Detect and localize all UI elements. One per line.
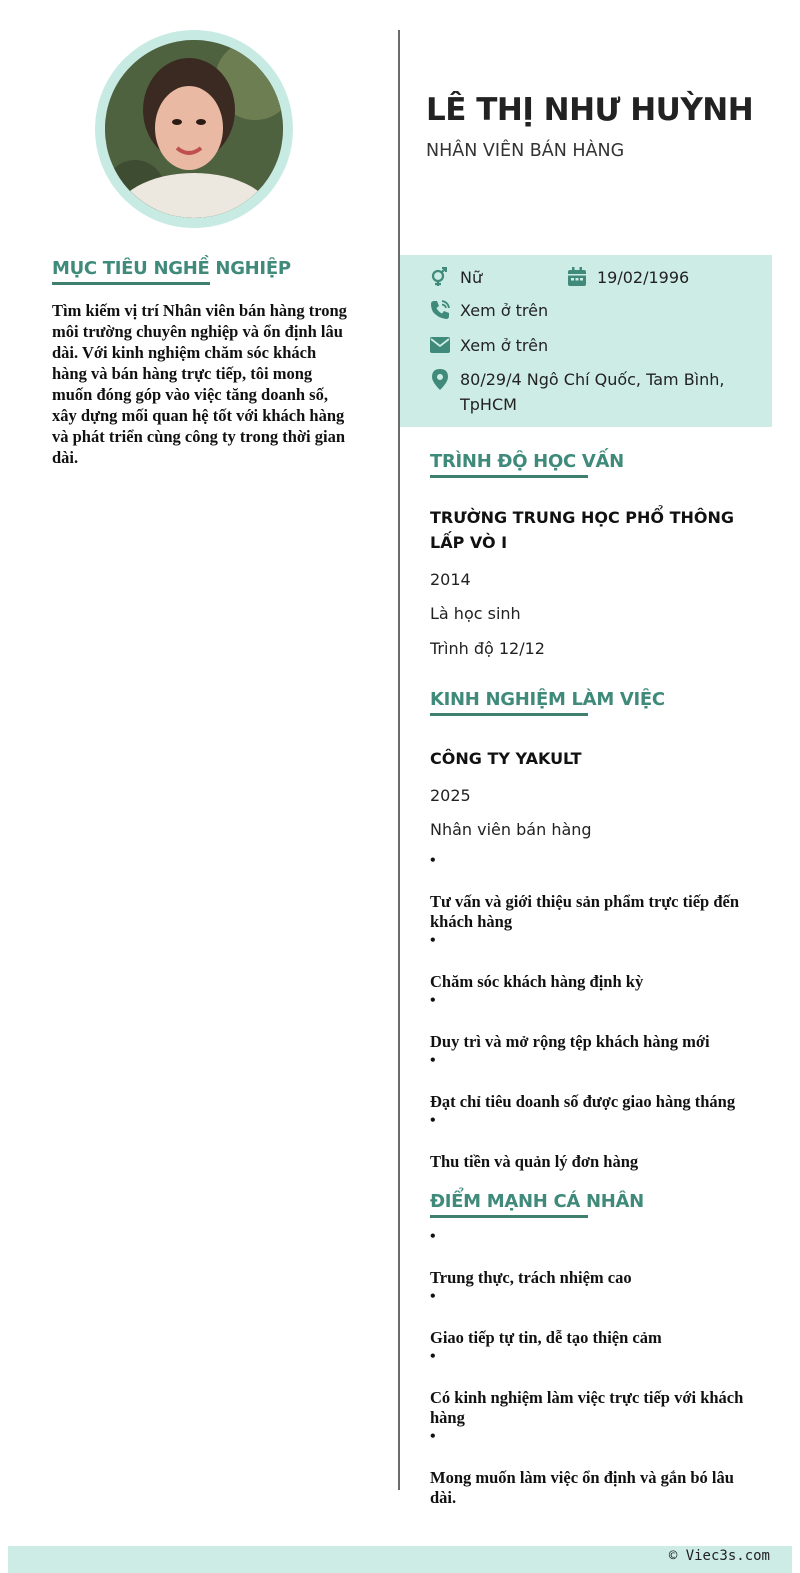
bullet-marker: •: [430, 1428, 436, 1445]
experience-position: Nhân viên bán hàng: [430, 820, 592, 839]
education-title: TRÌNH ĐỘ HỌC VẤN: [430, 451, 624, 472]
objective-text: Tìm kiếm vị trí Nhân viên bán hàng trong môi trường chuyên nghiệp và ổn định lâu dài. Với kinh nghiệm chăm sóc khách hàng và bán hàng trực tiếp, tôi mong muốn đóng góp vào việc tăng doanh số, xây dựng mối quan hệ tốt với khách hàng và phát triển cùng công ty trong thời gian dài.: [52, 301, 347, 467]
experience-company: CÔNG TY YAKULT: [430, 749, 582, 768]
experience-title: KINH NGHIỆM LÀM VIỆC: [430, 689, 665, 710]
avatar-ring: [95, 30, 293, 228]
bullet-marker: •: [430, 1288, 436, 1305]
location-icon: [430, 369, 450, 391]
bullet-marker: •: [430, 1228, 436, 1245]
bullet-marker: •: [430, 1052, 436, 1069]
contact-box: Nữ 19/02/1996 Xem ở trên Xem ở trên 80/29/4 Ngô Chí Quốc, Tam Bình, TpHCM: [400, 255, 772, 427]
candidate-name: LÊ THỊ NHƯ HUỲNH: [426, 92, 754, 128]
education-underline: [430, 475, 588, 478]
education-year: 2014: [430, 570, 471, 589]
phone-icon: [430, 300, 450, 320]
bullet-marker: •: [430, 932, 436, 949]
strength-item: Giao tiếp tự tin, dễ tạo thiện cảm: [430, 1328, 662, 1347]
job-title: NHÂN VIÊN BÁN HÀNG: [426, 141, 625, 161]
strengths-underline: [430, 1215, 588, 1218]
education-school: TRƯỜNG TRUNG HỌC PHỔ THÔNG LẤP VÒ I: [430, 508, 735, 552]
strength-item: Trung thực, trách nhiệm cao: [430, 1268, 632, 1287]
bullet-marker: •: [430, 992, 436, 1009]
strength-item: Mong muốn làm việc ổn định và gắn bó lâu dài.: [430, 1468, 734, 1507]
bullet-marker: •: [430, 1348, 436, 1365]
objective-underline: [52, 282, 210, 285]
experience-year: 2025: [430, 786, 471, 805]
strengths-title: ĐIỂM MẠNH CÁ NHÂN: [430, 1191, 644, 1212]
objective-title: MỤC TIÊU NGHỀ NGHIỆP: [52, 258, 291, 279]
bullet-marker: •: [430, 1112, 436, 1129]
duty-item: Tư vấn và giới thiệu sản phẩm trực tiếp đến khách hàng: [430, 892, 740, 931]
calendar-icon: [567, 267, 587, 287]
footer-bar: [8, 1546, 792, 1573]
duty-item: Đạt chỉ tiêu doanh số được giao hàng tháng: [430, 1092, 736, 1111]
copyright-link[interactable]: © Viec3s.com: [668, 1548, 770, 1564]
education-level: Trình độ 12/12: [430, 639, 545, 658]
avatar: [105, 40, 283, 218]
gender-icon: [430, 267, 450, 287]
bullet-marker: •: [430, 852, 436, 869]
duty-item: Chăm sóc khách hàng định kỳ: [430, 972, 644, 991]
column-divider: [398, 30, 400, 1490]
email-icon: [430, 335, 450, 355]
duty-item: Duy trì và mở rộng tệp khách hàng mới: [430, 1032, 710, 1051]
experience-underline: [430, 713, 588, 716]
education-role: Là học sinh: [430, 604, 521, 623]
duty-item: Thu tiền và quản lý đơn hàng: [430, 1152, 639, 1171]
strength-item: Có kinh nghiệm làm việc trực tiếp với khách hàng: [430, 1388, 744, 1427]
